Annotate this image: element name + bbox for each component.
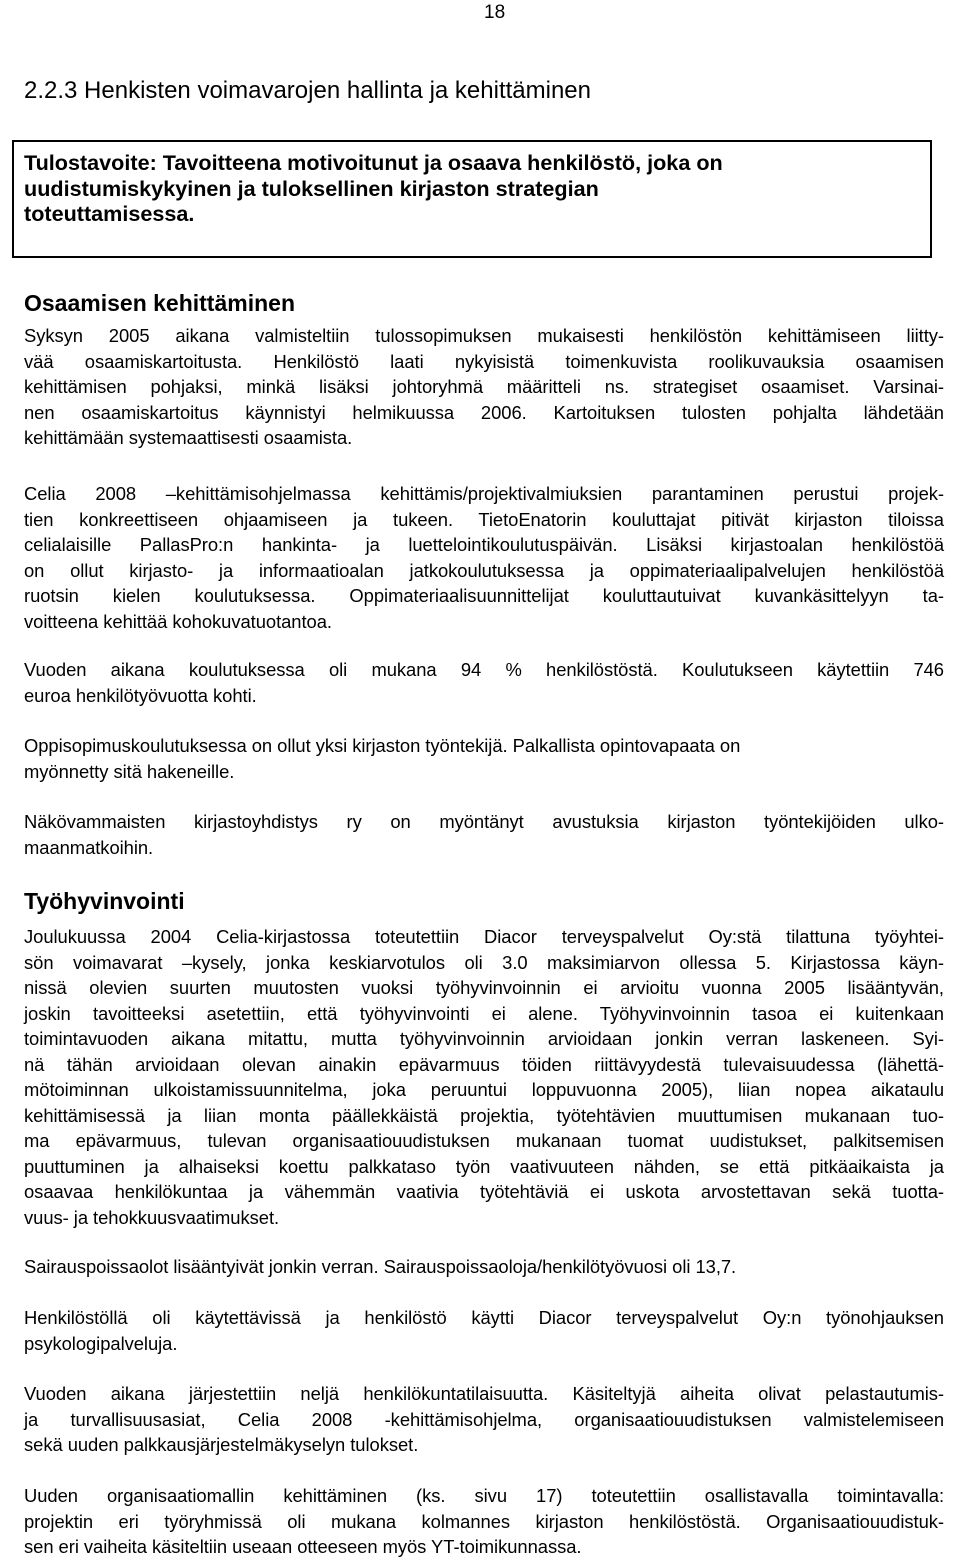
text-line: Joulukuussa 2004 Celia-kirjastossa toteutettiin Diacor terveyspalvelut Oy:stä tilattuna työyhtei- [24, 926, 944, 947]
tyohyvinvointi-paragraph-2 [24, 1254, 944, 1280]
tyohyvinvointi-paragraph-3 [24, 1305, 944, 1356]
text-line: mötoiminnan ulkoistamissuunnitelma, joka peruuntui loppuvuonna 2005), liian nopea aikataulu [24, 1079, 944, 1100]
text-line: maanmatkoihin. [24, 836, 154, 858]
text-line: euroa henkilötyövuotta kohti. [24, 684, 257, 706]
text-line: Uuden organisaatiomallin kehittäminen (ks. sivu 17) toteutettiin osallistavalla toimintavalla: [24, 1485, 944, 1506]
text-line: puuttuminen ja alhaiseksi koettu palkkataso työn vaativuuteen nähden, se että pitkäaikaista ja [24, 1155, 944, 1177]
text-line: joskin tavoitteeksi asetettiin, että työhyvinvointi ei alene. Työhyvinvoinnin tasoa ei kuitenkaan [24, 1002, 944, 1024]
goal-box [12, 140, 932, 258]
tyohyvinvointi-heading: Työhyvinvointi [24, 888, 185, 914]
text-line: projektin eri työryhmissä oli mukana kolmannes kirjaston henkilöstöstä. Organisaatiouudistuk- [24, 1510, 944, 1532]
section-heading: 2.2.3 Henkisten voimavarojen hallinta ja kehittäminen [24, 77, 591, 104]
text-line: kehittämään systemaattisesti osaamista. [24, 427, 353, 448]
text-line: ja turvallisuusasiat, Celia 2008 -kehittämisohjelma, organisaatiouudistuksen valmistelemiseen [24, 1408, 944, 1430]
text-line: Celia 2008 –kehittämisohjelmassa kehittämis/projektivalmiuksien parantaminen perustui projek- [24, 483, 944, 504]
text-line: ma epävarmuus, tulevan organisaatiouudistuksen mukanaan tuomat uudistukset, palkitsemisen [24, 1130, 944, 1151]
osaamisen-heading: Osaamisen kehittäminen [24, 290, 295, 316]
text-line: voitteena kehittää kohokuvatuotantoa. [24, 610, 332, 632]
text-line: Syksyn 2005 aikana valmisteltiin tulossopimuksen mukaisesti henkilöstön kehittämiseen liitty- [24, 325, 944, 346]
text-line: ruotsin kielen koulutuksessa. Oppimateriaalisuunnittelijat kouluttautuivat kuvankäsittelyyn ta- [24, 585, 944, 606]
text-line: vuus- ja tehokkuusvaatimukset. [24, 1206, 280, 1228]
tyohyvinvointi-paragraph-4 [24, 1381, 944, 1458]
osaamisen-paragraph-4 [24, 733, 944, 784]
text-line: nä tähän arvioidaan olevan ainakin epävarmuus töiden riittävyydestä tulevaisuudessa (lähettä- [24, 1053, 944, 1075]
text-line: myönnetty sitä hakeneille. [24, 760, 235, 782]
osaamisen-paragraph-2 [24, 481, 944, 634]
text-line: nen osaamiskartoitus käynnistyi helmikuussa 2006. Kartoituksen tulosten pohjalta lähdetään [24, 401, 944, 423]
text-line: on ollut kirjasto- ja informaatioalan jatkokoulutuksessa ja oppimateriaalipalvelujen henkilöstöä [24, 559, 944, 581]
goal-line: uudistumiskykyinen ja tuloksellinen kirjaston strategian [24, 175, 599, 201]
text-line: nissä olevien suurten muutosten vuoksi työhyvinvoinnin ei arvioitu vuonna 2005 lisääntyvän, [24, 977, 944, 998]
text-line: osaavaa henkilökuntaa ja vähemmän vaativia työtehtäviä ei uskota arvostettavan sekä tuotta- [24, 1181, 944, 1202]
text-line: Näkövammaisten kirjastoyhdistys ry on myöntänyt avustuksia kirjaston työntekijöiden ulko- [24, 811, 944, 832]
text-line: Oppisopimuskoulutuksessa on ollut yksi kirjaston työntekijä. Palkallista opintovapaata on [24, 735, 741, 756]
tyohyvinvointi-paragraph-1 [24, 924, 944, 1230]
text-line: Sairauspoissaolot lisääntyivät jonkin verran. Sairauspoissaoloja/henkilötyövuosi oli 13,7. [24, 1256, 737, 1277]
page-number: 18 [484, 2, 506, 23]
text-line: Henkilöstöllä oli käytettävissä ja henkilöstö käytti Diacor terveyspalvelut Oy:n työnohjauksen [24, 1307, 944, 1328]
text-line: Vuoden aikana järjestettiin neljä henkilökuntatilaisuutta. Käsiteltyjä aiheita olivat pelastautumis- [24, 1383, 944, 1404]
text-line: kehittämisessä ja liian monta päällekkäistä projektia, työtehtävien muuttumisen mukanaan tuo- [24, 1104, 944, 1126]
goal-text [24, 150, 920, 227]
text-line: Vuoden aikana koulutuksessa oli mukana 94 % henkilöstöstä. Koulutukseen käytettiin 746 [24, 659, 944, 680]
osaamisen-paragraph-5 [24, 809, 944, 860]
text-line: toimintavuoden aikana mitattu, mutta työhyvinvoinnin arvioidaan jonkin verran laskeneen. Syi- [24, 1028, 944, 1049]
text-line: celialaisille PallasPro:n hankinta- ja luettelointikoulutuspäivän. Lisäksi kirjastoalan henkilöstöä [24, 534, 944, 555]
tyohyvinvointi-paragraph-5 [24, 1483, 944, 1560]
osaamisen-paragraph-1 [24, 323, 944, 451]
text-line: sen eri vaiheita käsiteltiin useaan otteeseen myös YT-toimikunnassa. [24, 1536, 582, 1557]
osaamisen-paragraph-3 [24, 657, 944, 708]
text-line: psykologipalveluja. [24, 1332, 178, 1354]
text-line: kehittämisen pohjaksi, minkä lisäksi johtoryhmä määritteli ns. strategiset osaamiset. Varsinai- [24, 376, 944, 397]
goal-line: toteuttamisessa. [24, 201, 195, 226]
goal-line: Tulostavoite: Tavoitteena motivoitunut ja osaava henkilöstö, joka on [24, 150, 723, 175]
text-line: tien konkreettiseen ohjaamiseen ja tukeen. TietoEnatorin kouluttajat pitivät kirjaston tiloissa [24, 508, 944, 530]
text-line: vää osaamiskartoitusta. Henkilöstö laati nykyisistä toimenkuvista roolikuvauksia osaamisen [24, 350, 944, 372]
text-line: sön voimavarat –kysely, jonka keskiarvotulos oli 3.0 maksimiarvon ollessa 5. Kirjastossa käyn- [24, 951, 944, 973]
text-line: sekä uuden palkkausjärjestelmäkyselyn tulokset. [24, 1434, 419, 1455]
